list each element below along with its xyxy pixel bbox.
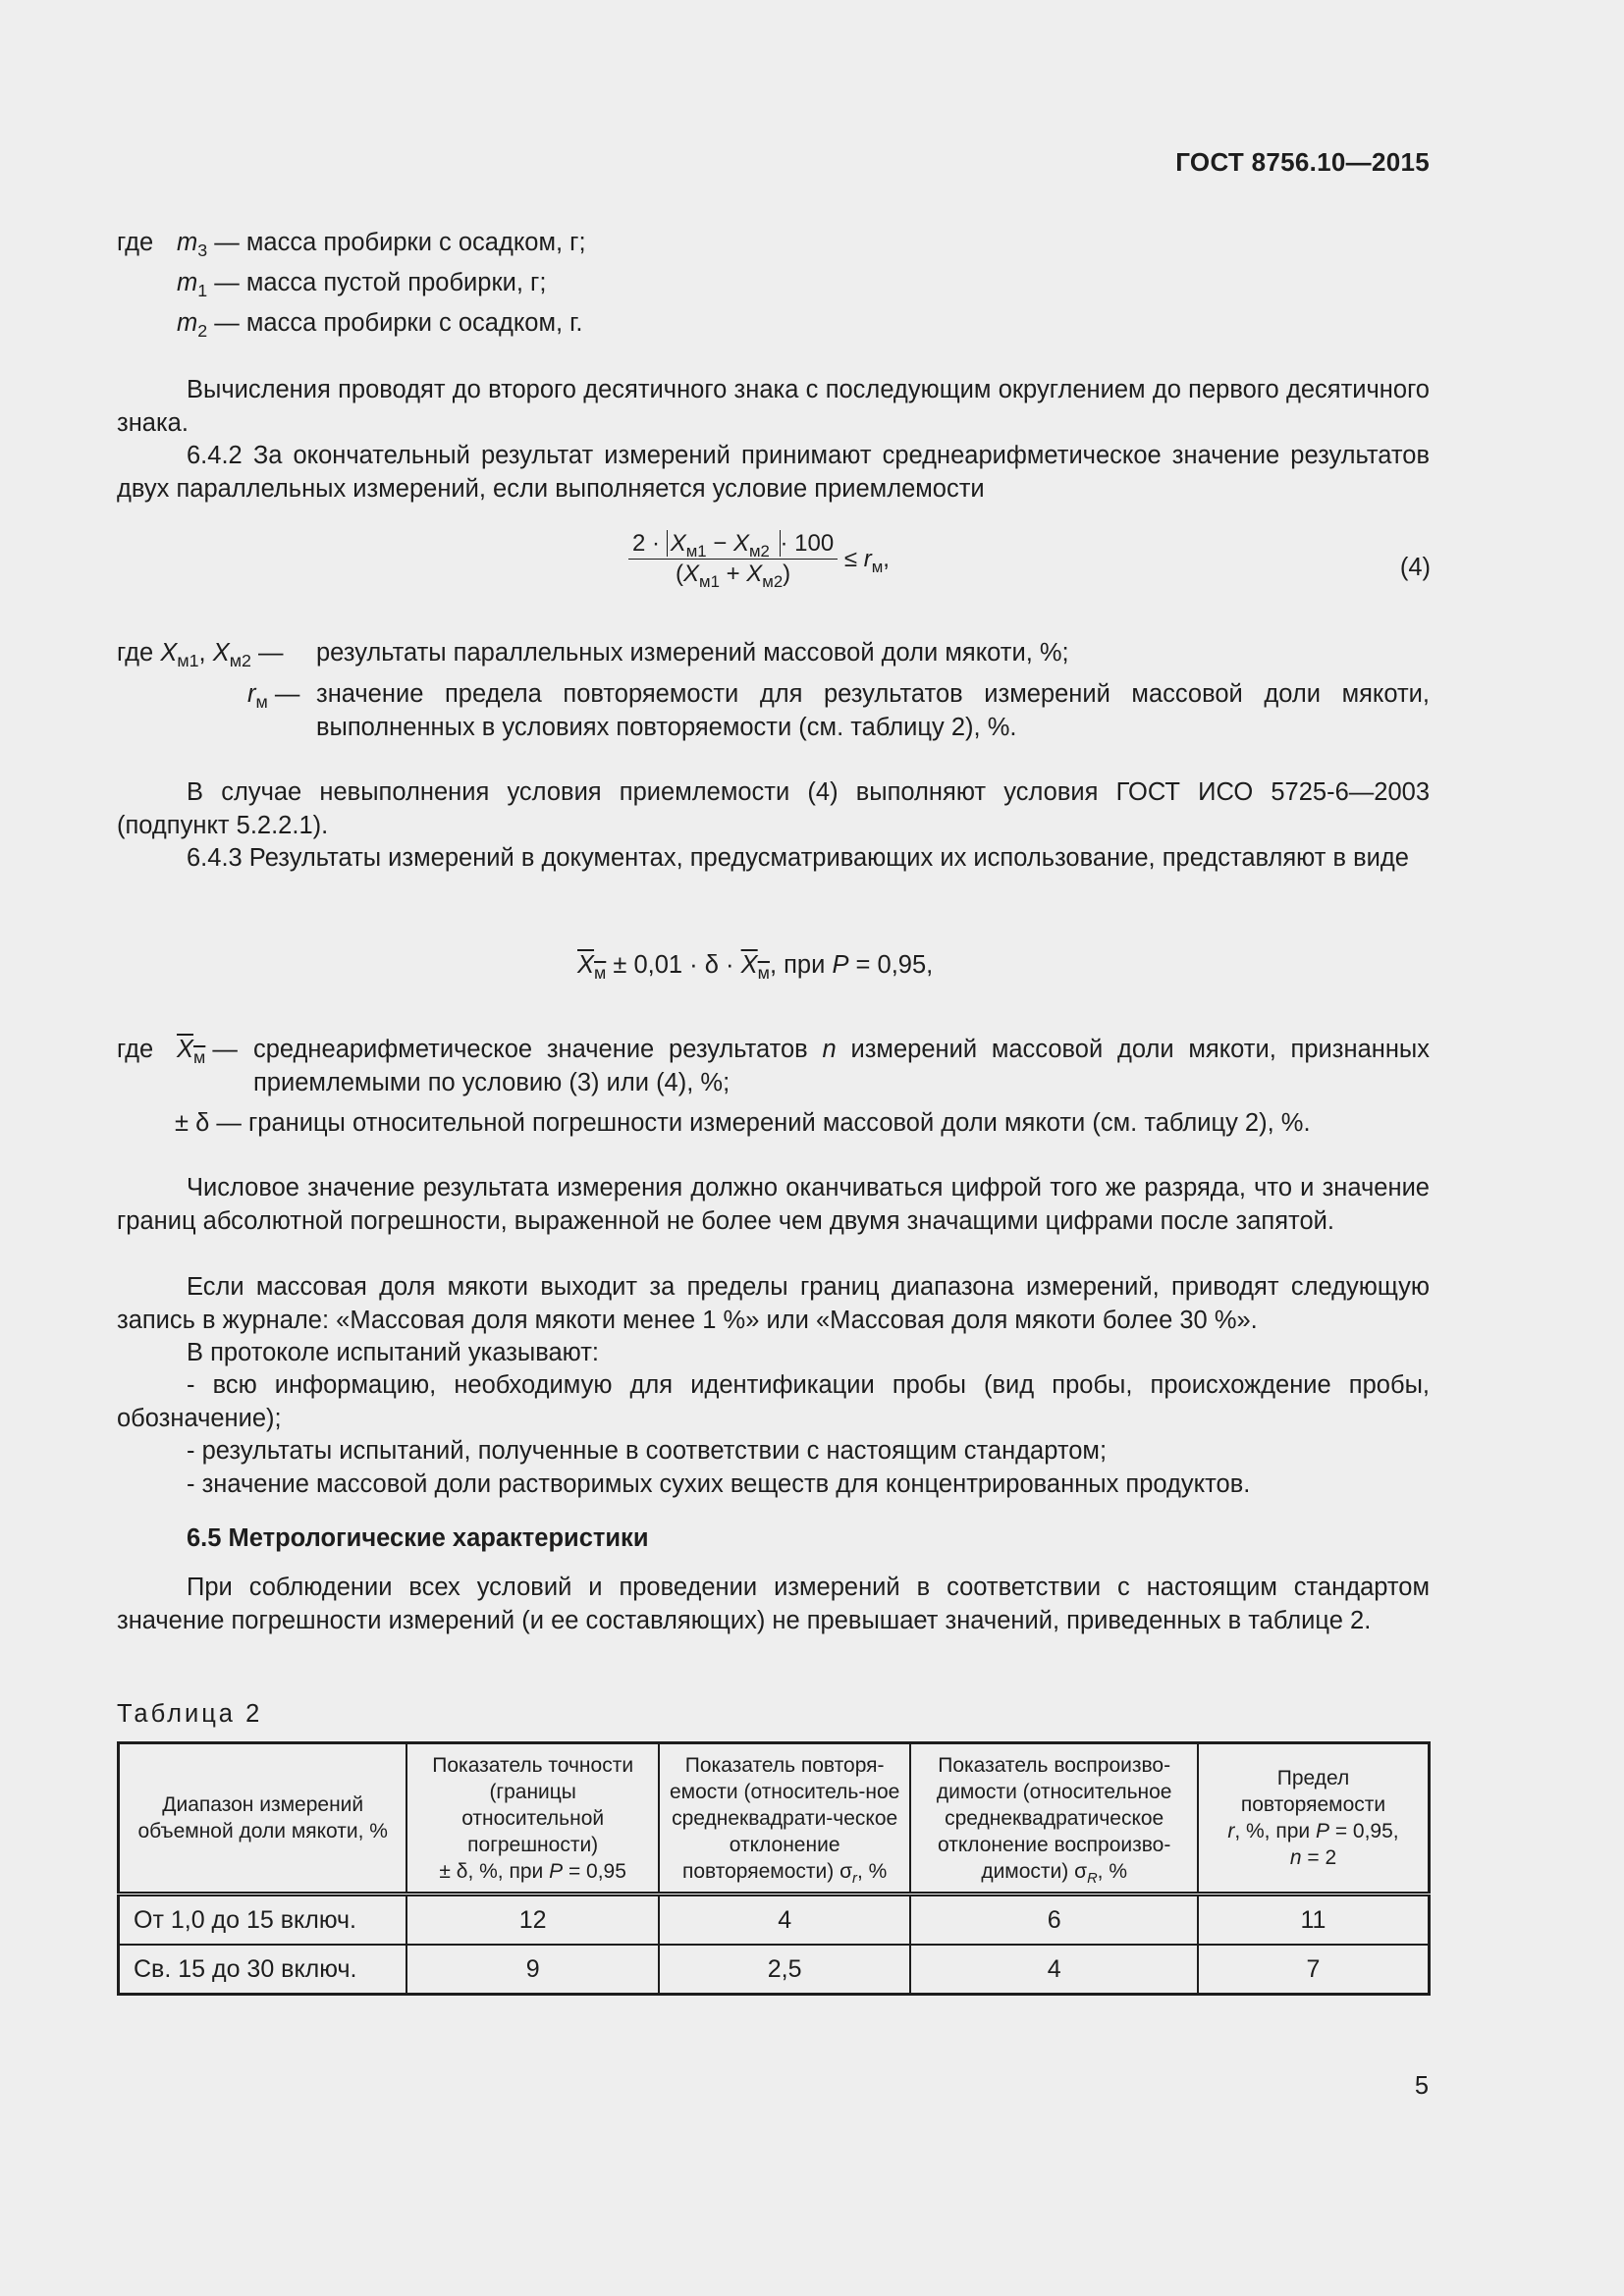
header-repeatability: Показатель повторя-емости (относитель-ное среднеквадрати-ческое отклонение повторяемости) $\sigma_r$, % [659, 1743, 910, 1895]
protocol-bullet-2: - результаты испытаний, полученные в соответствии с настоящим стандартом; [187, 1437, 1108, 1465]
table-2 [117, 1741, 1431, 1996]
paragraph-6-4-2: 6.4.2 За окончательный результат измерений принимают среднеарифметическое значение результатов двух параллельных измерений, если выполняется условие приемлемости [117, 442, 1430, 503]
cell-repeatability: 2,5 [659, 1945, 910, 1995]
out-of-range-note: Если массовая доля мякоти выходит за пределы границ диапазона измерений, приводят следующую запись в журнале: «Массовая доля мякоти менее 1 %» или «Массовая доля мякоти более 30 %». [117, 1273, 1430, 1334]
header-limit: Предел повторяемости r, %, при P = 0,95, n = 2 [1198, 1743, 1430, 1895]
formula-4-number: (4) [1399, 554, 1431, 581]
cell-accuracy: 12 [406, 1895, 659, 1946]
cell-limit: 7 [1198, 1945, 1430, 1995]
calc-note: Вычисления проводят до второго десятичного знака с последующим округлением до первого десятичного знака. [117, 376, 1430, 437]
cell-accuracy: 9 [406, 1945, 659, 1995]
where-item-m3: $m_3$ — масса пробирки с осадком, г; [177, 229, 586, 261]
header-range: Диапазон измерений объемной доли мякоти, % [119, 1743, 407, 1895]
where-rm-symbol: $r_м$ — [247, 680, 300, 713]
cell-repeatability: 4 [659, 1895, 910, 1946]
formula-4-fraction: $2 \cdot X_{м1} - X_{м2} \cdot 100$ $(X_{м1} + X_{м2})$ [628, 530, 838, 588]
cell-reproducibility: 6 [910, 1895, 1198, 1946]
cell-range: Св. 15 до 30 включ. [119, 1945, 407, 1995]
page-number: 5 [1414, 2072, 1429, 2100]
table-row [119, 1895, 1430, 1946]
header-reproducibility: Показатель воспроизво-димости (относительное среднеквадратическое отклонение воспроизво-димости) $\sigma_R$, % [910, 1743, 1198, 1895]
metrology-text: При соблюдении всех условий и проведении измерений в соответствии с настоящим стандартом значение погрешности измерений (и ее составляющих) не превышает значений, приведенных в таблице 2. [117, 1574, 1430, 1634]
protocol-intro: В протоколе испытаний указывают: [187, 1339, 600, 1366]
where-item-m2: $m_2$ — масса пробирки с осадком, г. [177, 309, 583, 342]
paragraph-6-4-3: 6.4.3 Результаты измерений в документах, предусматривающих их использование, представляют в виде [187, 844, 1409, 872]
numeric-note: Числовое значение результата измерения должно оканчиваться цифрой того же разряда, что и значение границ абсолютной погрешности, выраженной не более чем двумя значащими цифрами после запятой. [117, 1174, 1430, 1235]
where-xm-mean-text: среднеарифметическое значение результатов n измерений массовой доли мякоти, признанных приемлемыми по условию (3) или (4), %; [253, 1036, 1430, 1096]
formula-4: $2 \cdot X_{м1} - X_{м2} \cdot 100$ $(X_{м1} + X_{м2})$ ≤ $r_м$, [628, 530, 890, 588]
formula-result: $X_м \pm 0,01 \cdot \delta \cdot X_м$, при P = 0,95, [577, 951, 934, 984]
fail-note: В случае невыполнения условия приемлемости (4) выполняют условия ГОСТ ИСО 5725-6—2003 (подпункт 5.2.2.1). [117, 778, 1430, 839]
where-item-m1: $m_1$ — масса пустой пробирки, г; [177, 269, 547, 301]
cell-limit: 11 [1198, 1895, 1430, 1946]
section-6-5-heading: 6.5 Метрологические характеристики [187, 1524, 649, 1552]
where-xm-text: результаты параллельных измерений массовой доли мякоти, %; [316, 639, 1069, 667]
table-header-row [119, 1743, 1430, 1895]
where-xm-mean-symbol: $X_м$ — [177, 1036, 238, 1068]
table-caption: Таблица 2 [117, 1700, 263, 1728]
document-code: ГОСТ 8756.10—2015 [1175, 147, 1430, 177]
where-delta: ± δ — границы относительной погрешности измерений массовой доли мякоти (см. таблицу 2), %. [175, 1109, 1311, 1137]
protocol-bullet-1: - всю информацию, необходимую для идентификации пробы (вид пробы, происхождение пробы, обозначение); [117, 1371, 1430, 1432]
where-xm1-xm2: где $X_{м1}$, $X_{м2}$ — [117, 639, 284, 671]
table-row [119, 1945, 1430, 1995]
cell-reproducibility: 4 [910, 1945, 1198, 1995]
where-label: где [117, 229, 154, 256]
where-label-3: где [117, 1036, 154, 1063]
where-rm-text: значение предела повторяемости для результатов измерений массовой доли мякоти, выполненных в условиях повторяемости (см. таблицу 2), %. [316, 680, 1430, 741]
cell-range: От 1,0 до 15 включ. [119, 1895, 407, 1946]
header-accuracy: Показатель точности (границы относительной погрешности) ± δ, %, при P = 0,95 [406, 1743, 659, 1895]
protocol-bullet-3: - значение массовой доли растворимых сухих веществ для концентрированных продуктов. [187, 1470, 1251, 1498]
